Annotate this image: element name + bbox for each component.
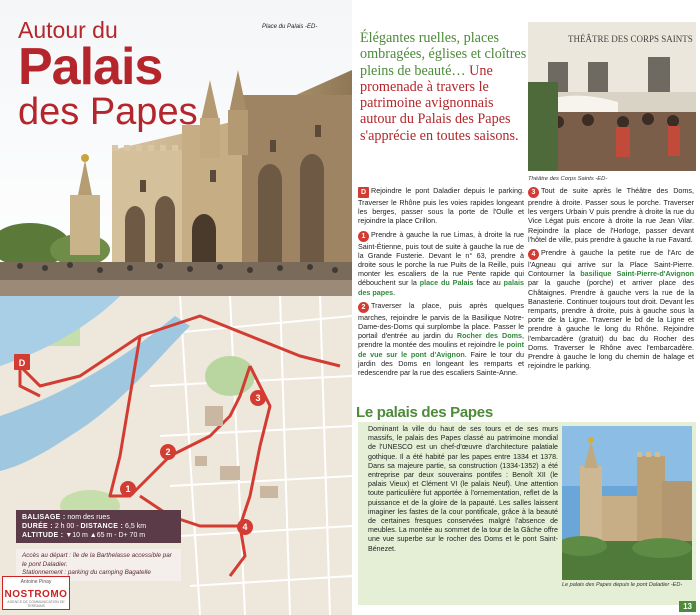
steps-column-1	[358, 186, 524, 381]
step-2-highlight-1: Rocher des Doms	[456, 331, 522, 341]
palais-section-text: Dominant la ville du haut de ses tours et de ses murs massifs, le palais des Papes classé au patrimoine mondial de l'UNESCO est un chef-d'œuvre d'architecture palatiale gothique. Il a été habité par les papes entre 1334 et 1378. Dans sa majeure partie, sa construction (1334-1352) a été entreprise par deux souverains pontifes : Benoît XII (le palais Vieux) et Clément VI (le palais Neuf). Une attention toute particulière fut apportée à l'ornementation, reflet de la puissance et de la gloire de la papauté. Les salles laissent imaginer les fastes de la cour pontificale, grâce à la beauté de certaines fresques conservées malgré l'absence de meubles. La montée au sommet de la tour de la Gâche offre une vue superbe sur le rocher des Doms et le pont Saint-Bénezet.	[368, 425, 558, 553]
step-3	[528, 186, 694, 244]
step-1-text-2: face au	[476, 278, 501, 288]
step-1	[358, 230, 524, 297]
access-label: Accès au départ :	[22, 552, 72, 559]
distance-label: DISTANCE :	[80, 523, 124, 530]
step-1-highlight-2: palais des papes	[358, 278, 525, 297]
step-d	[358, 186, 524, 226]
step-2	[358, 301, 524, 377]
palais-section-box	[358, 422, 696, 605]
publisher-logo	[2, 576, 70, 610]
intro-text	[360, 30, 528, 144]
steps-column-2	[528, 186, 694, 374]
page-number: 13	[679, 601, 696, 612]
step-3-marker: 3	[528, 187, 539, 198]
map-marker-3-label: 3	[255, 393, 261, 403]
intro-part-1: Élégantes ruelles, places ombragées, églises et cloîtres pleins de beauté…	[360, 30, 527, 79]
title-line-2: Palais	[18, 38, 163, 96]
author-credit: Antoine Pinay	[20, 579, 52, 585]
altitude-label: ALTITUDE :	[22, 532, 64, 539]
title-line-3: des Papes	[18, 91, 198, 133]
logo-subtitle: AGENCE DE COMMUNICATION DE TERRAINS	[7, 600, 65, 608]
step-1-marker: 1	[358, 231, 369, 242]
caption-theatre: Théâtre des Corps Saints -ED-	[528, 176, 608, 182]
balisage-label: BALISAGE :	[22, 514, 66, 521]
step-1-text-3: .	[393, 287, 396, 297]
map-marker-d-label: D	[18, 358, 26, 368]
logo-name: NOSTROMO	[4, 589, 68, 600]
palais-small-photo	[562, 426, 692, 580]
step-2-highlight-2: le point de vue sur le pont d'Avignon	[358, 340, 525, 359]
parking-value: parking du camping Bagatelle	[67, 569, 151, 576]
access-value: île de la Barthelasse accessible par le pont Daladier.	[22, 552, 172, 568]
route-infobox	[16, 510, 181, 543]
step-2-marker: 2	[358, 302, 369, 313]
step-4	[528, 248, 694, 370]
balisage-value: nom des rues	[67, 514, 110, 521]
step-4-text-1: Prendre à gauche la petite rue de l'Arc de l'Agneau qui arrive sur la Place Saint-Pierre. Contourner la	[528, 248, 694, 279]
title-line-1: Autour du	[18, 17, 118, 43]
distance-value: 6,5 km	[125, 523, 147, 530]
duree-value: 2 h 00 -	[54, 523, 79, 530]
intro-part-2: Une promenade à travers le patrimoine avignonnais autour du Palais des Papes s'apprécie en toutes saisons.	[360, 62, 519, 144]
section-title: Le palais des Papes	[356, 404, 493, 421]
caption-palais-small: Le palais des Papes depuis le pont Daladier -ED-	[562, 582, 683, 588]
step-4-highlight-1: basilique Saint-Pierre-d'Avignon	[580, 269, 694, 279]
step-2-text-2: , prendre la montée des moulins et rejoindre	[358, 331, 524, 350]
parking-label: Stationnement :	[22, 569, 67, 576]
theatre-photo	[528, 22, 696, 171]
duree-label: DURÉE :	[22, 523, 53, 530]
right-page	[352, 0, 700, 615]
step-4-marker: 4	[528, 249, 539, 260]
step-1-highlight-1: place du Palais	[419, 278, 474, 288]
step-d-marker: D	[358, 187, 369, 198]
page-title	[18, 18, 198, 132]
map-marker-4-label: 4	[242, 522, 248, 532]
theatre-sign: THÉÂTRE DES CORPS SAINTS	[568, 34, 693, 44]
step-1-text-1: Prendre à gauche la rue Limas, à droite la rue Saint-Étienne, puis tout de suite à gauche la rue de la Grande Fusterie. Devant le n° 63, prendre à droite sous le porche la rue Puits de la Reille, puis monter les escaliers de la rue Pente rapide qui débouchent sur la	[358, 229, 524, 288]
caption-place-du-palais: Place du Palais -ED-	[262, 24, 318, 30]
step-2-text-1: Traverser la place, puis après quelques marches, rejoindre le parvis de la Basilique Notre-Dame-des-Doms qui surplombe la place. Passer le portail d'entrée au jardin du	[358, 300, 524, 341]
map-marker-2-label: 2	[165, 447, 171, 457]
step-3-text: Tout de suite après le Théâtre des Doms, prendre à droite. Passer sous le porche. Traverser les vergers Urbain V puis prendre à droite la rue du Vice Légat puis encore à droite la rue Jean Vilar. Rejoindre la place de l'Horloge, passer devant l'hôtel de ville, puis prendre à gauche la rue Favard.	[528, 186, 694, 244]
map-marker-1-label: 1	[125, 484, 131, 494]
altitude-value: ▼10 m ▲65 m - D+ 70 m	[65, 532, 146, 539]
step-4-text-2: par la gauche (porche) et arriver place des Châtaignes. Prendre à gauche vers la rue de la Banasterie. Continuer toujours tout droit. Devant les remparts, prendre à droite, puis à gauche sous la porte de la Ligne. Traverser le bd de la Ligne et prendre à gauche le long du Rhône. Rejoindre l'embarcadère (gratuit) du bac du Rocher des Doms. Traverser le Rhône avec l'embarcadère. Prendre à gauche le long du chemin de halage et rejoindre le parking.	[528, 278, 694, 371]
step-2-text-3: . Faire le tour du jardin des Doms en longeant les remparts et redescendre par la rue des escaliers Sainte-Anne.	[358, 349, 524, 378]
step-d-text: Rejoindre le pont Daladier depuis le parking. Traverser le Rhône puis les voies rapides longeant les berges, passer sous la porte de l'Oulle et rejoindre la place Crillon.	[358, 186, 524, 226]
